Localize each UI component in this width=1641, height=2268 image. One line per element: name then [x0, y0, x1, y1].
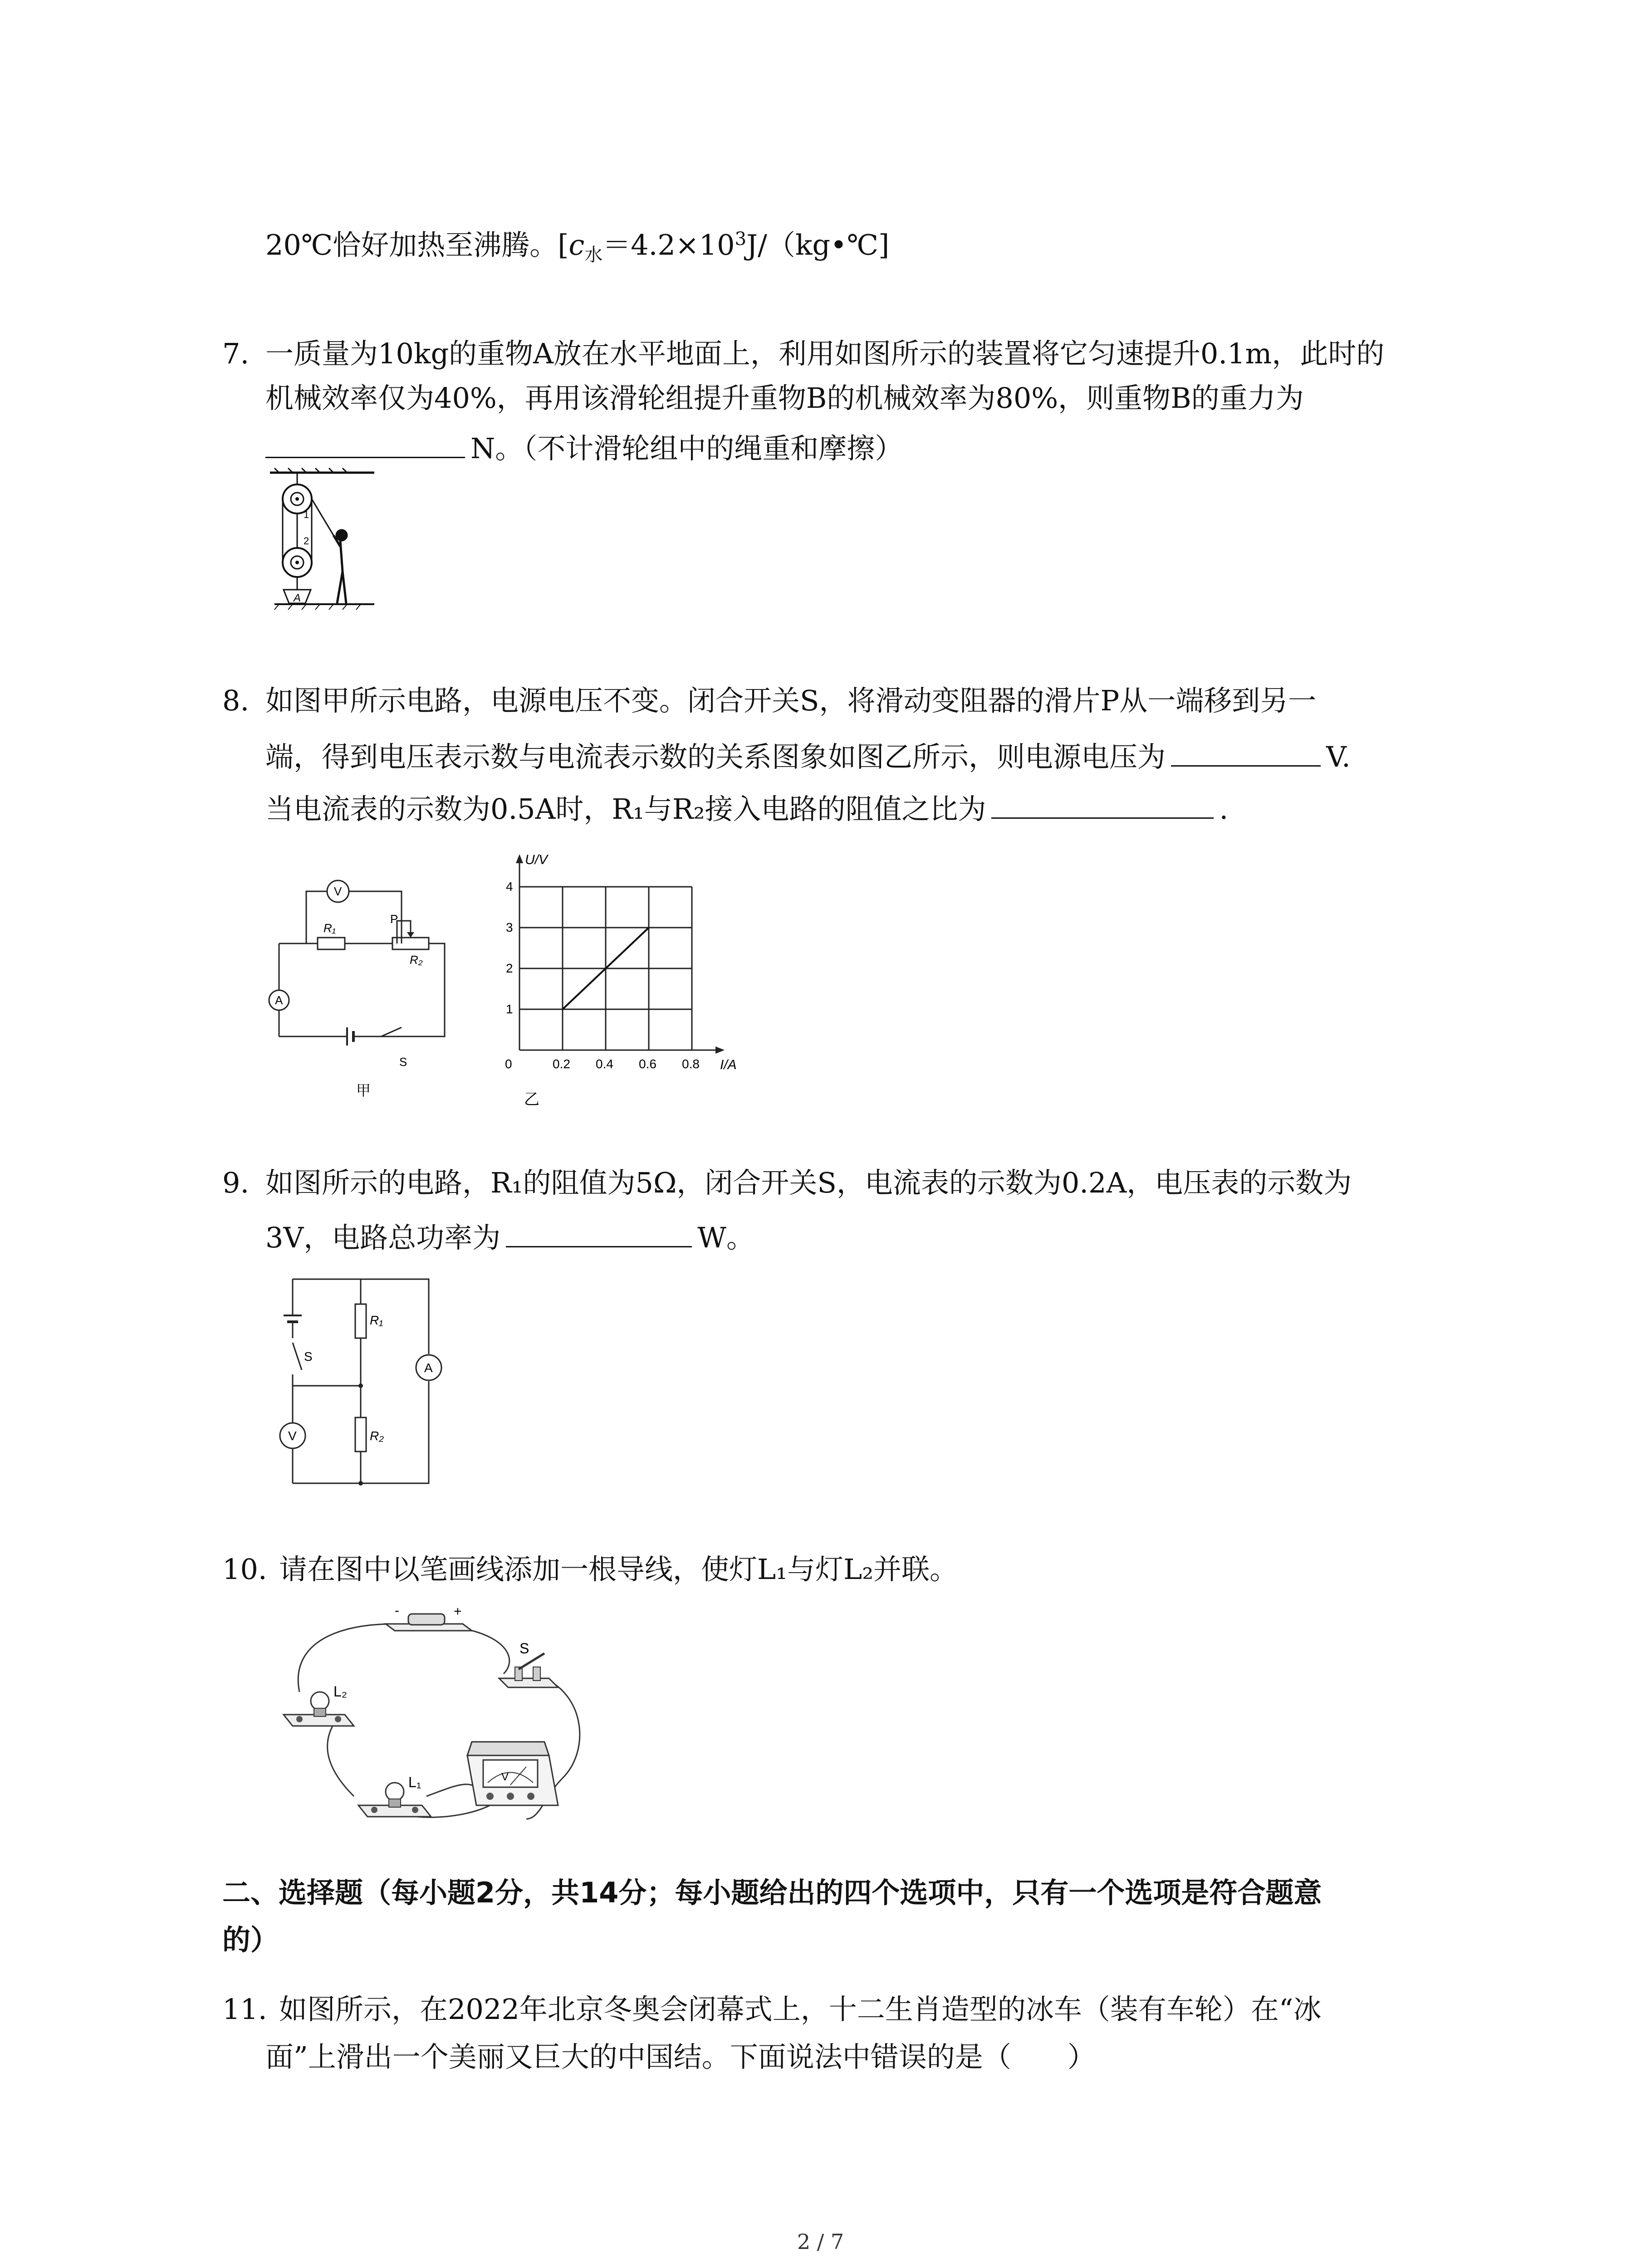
q8-slider-label: P — [390, 912, 398, 926]
q10-wiring-figure — [272, 1606, 617, 1860]
q7-number-text: 7. — [222, 337, 250, 370]
section-2-heading-line-2 — [222, 1922, 279, 1958]
q8-r1-label: R₁ — [323, 921, 336, 935]
q10-lamp-2 — [284, 1683, 354, 1726]
q8-number — [222, 683, 249, 719]
q9-number — [222, 1165, 249, 1201]
q6-c-subscript: 水 — [584, 244, 603, 266]
q10-voltmeter — [467, 1742, 558, 1805]
q10-battery-minus: - — [395, 1606, 399, 1618]
y-tick-label: 1 — [506, 1002, 513, 1016]
q10-line-1 — [279, 1551, 958, 1588]
q7-line-2-text: 机械效率仅为40%，再用该滑轮组提升重物B的机械效率为80%，则重物B的重力为 — [265, 381, 1304, 415]
x-tick-label: 0.8 — [682, 1057, 700, 1071]
q7-person — [333, 530, 347, 603]
q9-line-1 — [265, 1165, 1352, 1201]
q11-number — [222, 1991, 267, 2028]
q8-line-1 — [265, 683, 1316, 719]
x-axis-arrow — [715, 1046, 725, 1054]
q8-graph-caption: 乙 — [524, 1091, 539, 1108]
q7-line-3 — [265, 429, 903, 467]
q9-r1-label: R₁ — [370, 1313, 383, 1327]
q6-tail-exponent: 3 — [735, 229, 747, 249]
q8-switch-label: S — [399, 1055, 407, 1069]
q9-ammeter-label: A — [424, 1361, 433, 1375]
q6-tail-line — [265, 221, 889, 273]
q9-line-2-text: 3V，电路总功率为 — [265, 1221, 501, 1254]
q8-line-1-text: 如图甲所示电路，电源电压不变。闭合开关S，将滑动变阻器的滑片P从一端移到另一 — [265, 684, 1317, 717]
section-2-heading-text-2: 的） — [222, 1923, 279, 1956]
x-tick-label: 0.6 — [639, 1057, 656, 1071]
q8-line-2 — [265, 737, 1351, 775]
y-axis-arrow — [516, 854, 523, 863]
x-tick-label: 0.4 — [596, 1057, 613, 1071]
q10-battery — [386, 1606, 472, 1631]
q8-line-2-text: 端，得到电压表示数与电流表示数的关系图象如图乙所示，则电源电压为 — [265, 740, 1166, 773]
y-tick-label: 3 — [506, 920, 513, 934]
q9-line-2 — [265, 1218, 754, 1256]
q8-number-text: 8. — [222, 684, 250, 717]
q8-line-2-after: V. — [1326, 740, 1351, 773]
q9-line-2-after: W。 — [697, 1221, 754, 1254]
q7-line-1-text: 一质量为10kg的重物A放在水平地面上，利用如图所示的装置将它匀速提升0.1m，此时的 — [265, 337, 1385, 370]
y-tick-label: 2 — [506, 961, 513, 975]
q8-graph — [488, 837, 742, 1118]
q7-pulley-figure — [265, 467, 415, 626]
q8-ammeter-label: A — [275, 993, 283, 1007]
q8-circuit-diagram — [265, 864, 465, 1109]
y-axis-label: U/V — [525, 852, 548, 867]
q6-tail-equation: ＝4.2×10 — [603, 228, 735, 262]
q9-voltmeter-label: V — [288, 1429, 297, 1443]
q8-line-3-after: . — [1219, 792, 1229, 826]
q7-line-2 — [265, 380, 1304, 416]
section-2-heading-line-1 — [222, 1875, 1322, 1911]
q9-r2-label: R₂ — [370, 1429, 384, 1443]
q10-number — [222, 1551, 267, 1588]
q8-r2-label: R₂ — [410, 953, 423, 967]
q10-line-1-text: 请在图中以笔画线添加一根导线，使灯L₁与灯L₂并联。 — [279, 1553, 958, 1586]
q8-graph-layer — [505, 852, 737, 1072]
q7-weight-label: A — [294, 592, 301, 604]
y-tick-label: 4 — [506, 880, 513, 894]
q10-battery-plus: + — [454, 1606, 462, 1619]
origin-label: 0 — [505, 1057, 512, 1071]
q7-number — [222, 336, 249, 372]
q8-line-3 — [265, 789, 1228, 827]
q10-lamp-1-label: L₁ — [408, 1774, 421, 1790]
q11-line-1-text: 如图所示，在2022年北京冬奥会闭幕式上，十二生肖造型的冰车（装有车轮）在“冰 — [279, 1993, 1322, 2026]
q10-switch-label: S — [519, 1640, 529, 1657]
q6-tail-unit: J/（kg•℃] — [746, 228, 890, 262]
q8-ratio-blank[interactable] — [991, 789, 1214, 819]
q8-voltage-blank[interactable] — [1171, 737, 1321, 767]
q6-tail-prefix: 20℃恰好加热至沸腾。[ — [265, 228, 569, 262]
q7-answer-blank[interactable] — [265, 429, 465, 458]
page-number: 2 / 7 — [797, 2229, 844, 2254]
x-axis-label: I/A — [720, 1057, 737, 1072]
q8-caption-jia: 甲 — [356, 1082, 371, 1099]
q10-lamp-2-label: L₂ — [333, 1683, 348, 1700]
q11-line-2-text: 面”上滑出一个美丽又巨大的中国结。下面说法中错误的是（ ） — [265, 2040, 1096, 2073]
q11-number-text: 11. — [222, 1993, 267, 2026]
q11-line-1 — [279, 1991, 1321, 2028]
q7-after-blank-text: N。（不计滑轮组中的绳重和摩擦） — [470, 432, 903, 465]
q7-pulley-2-label: 2 — [304, 535, 309, 547]
q8-voltmeter-label: V — [334, 885, 342, 898]
q10-switch[interactable] — [499, 1640, 558, 1687]
x-tick-label: 0.2 — [553, 1057, 570, 1071]
section-2-heading-text-1: 二、选择题（每小题2分，共14分；每小题给出的四个选项中，只有一个选项是符合题意 — [222, 1876, 1322, 1909]
q7-line-1 — [265, 336, 1384, 372]
q10-lamp-1 — [358, 1774, 431, 1817]
q9-switch-label: S — [304, 1349, 313, 1364]
q10-voltmeter-label: V — [501, 1771, 509, 1783]
q10-number-text: 10. — [222, 1553, 267, 1586]
q6-c-symbol: c — [568, 228, 585, 262]
q9-line-1-text: 如图所示的电路，R₁的阻值为5Ω，闭合开关S，电流表的示数为0.2A，电压表的示数为 — [265, 1166, 1352, 1199]
q11-line-2 — [265, 2039, 1096, 2075]
q9-power-blank[interactable] — [506, 1218, 692, 1247]
q7-pulley-1-label: 1 — [304, 509, 309, 520]
q8-line-3-text: 当电流表的示数为0.5A时，R₁与R₂接入电路的阻值之比为 — [265, 792, 986, 826]
q9-circuit-diagram — [265, 1266, 456, 1501]
q9-number-text: 9. — [222, 1166, 250, 1199]
